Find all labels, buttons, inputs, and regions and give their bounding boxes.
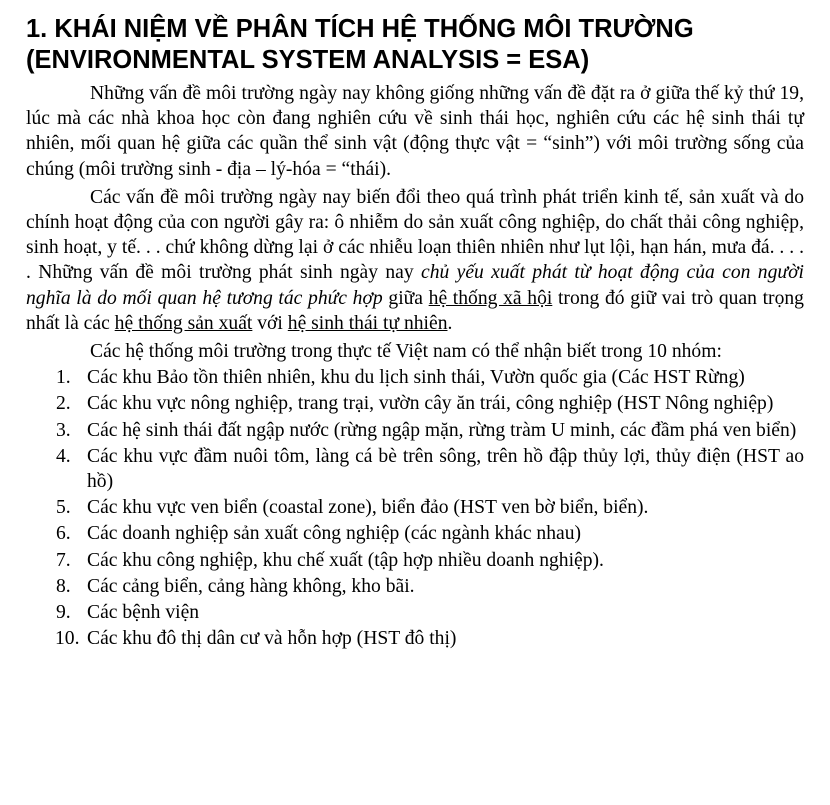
underlined-social-system: hệ thống xã hội — [428, 287, 553, 309]
paragraph-2-text-3: trong đó giữ vai trò quan trọng nhất là các — [26, 287, 804, 334]
paragraph-2-text-2: giữa — [382, 287, 429, 309]
list-item-number: 4. — [56, 445, 71, 467]
underlined-natural-ecosystem: hệ sinh thái tự nhiên — [287, 312, 448, 334]
list-item-number: 10. — [55, 628, 80, 650]
heading-line-2: (ENVIRONMENTAL SYSTEM ANALYSIS = ESA) — [26, 46, 590, 74]
list-item-number: 7. — [56, 549, 71, 571]
paragraph-2-italic: chủ yếu xuất phát từ hoạt động của con người nghĩa là do mối quan hệ tương tác phức hợp — [26, 262, 804, 309]
list-item-text: Các khu vực đầm nuôi tôm, làng cá bè trên sông, trên hồ đập thủy lợi, thủy điện (HST ao hồ) — [87, 445, 804, 493]
paragraph-2-text-5: . — [447, 312, 453, 334]
environment-groups-list — [26, 365, 804, 651]
list-item — [26, 626, 804, 651]
list-item-text: Các khu đô thị dân cư và hỗn hợp (HST đô thị) — [87, 628, 457, 650]
list-item-number: 9. — [56, 602, 71, 624]
list-item-number: 5. — [56, 497, 71, 519]
list-item — [26, 574, 804, 599]
list-item — [26, 365, 804, 390]
underlined-production-system: hệ thống sản xuất — [114, 312, 253, 334]
list-item-text: Các khu Bảo tồn thiên nhiên, khu du lịch sinh thái, Vườn quốc gia (Các HST Rừng) — [87, 367, 745, 389]
list-item-text: Các cảng biển, cảng hàng không, kho bãi. — [87, 575, 415, 597]
list-item — [26, 444, 804, 494]
section-heading — [26, 14, 804, 76]
paragraph-2-text-1: Các vấn đề môi trường ngày nay biến đổi theo quá trình phát triển kinh tế, sản xuất và do chính hoạt động của con người gây ra: ô nhiễm do sản xuất công nghiệp, do chất thải công nghiệp, sinh hoạt, y tế. . . chứ không dừng lại ở các nhiễu loạn thiên nhiên như lụt lội, hạn hán, mưa đá. . . . . Những vấn đề môi trường phát sinh ngày nay — [26, 186, 804, 284]
list-item-number: 3. — [56, 419, 71, 441]
document-page — [26, 14, 804, 652]
list-item-text: Các khu vực ven biển (coastal zone), biển đảo (HST ven bờ biển, biển). — [87, 497, 649, 519]
list-item — [26, 521, 804, 546]
list-item-text: Các bệnh viện — [87, 602, 200, 624]
list-item-number: 2. — [56, 393, 71, 415]
list-item — [26, 548, 804, 573]
paragraph-1: Những vấn đề môi trường ngày nay không giống những vấn đề đặt ra ở giữa thế kỷ thứ 19, lúc mà các nhà khoa học còn đang nghiên cứu về sinh thái học, nghiên cứu các hệ sinh thái tự nhiên, mối quan hệ giữa các quần thể sinh vật (động thực vật = “sinh”) với môi trường sống của chúng (môi trường sinh - địa – lý-hóa = “thái). — [26, 83, 804, 180]
paragraph-2 — [26, 185, 804, 336]
list-item — [26, 418, 804, 443]
list-item-text: Các doanh nghiệp sản xuất công nghiệp (các ngành khác nhau) — [87, 523, 582, 545]
list-item-text: Các khu công nghiệp, khu chế xuất (tập hợp nhiều doanh nghiệp). — [87, 549, 604, 571]
list-item — [26, 600, 804, 625]
list-item — [26, 391, 804, 416]
list-item-text: Các khu vực nông nghiệp, trang trại, vườn cây ăn trái, công nghiệp (HST Nông nghiệp) — [87, 393, 774, 415]
heading-line-1: 1. KHÁI NIỆM VỀ PHÂN TÍCH HỆ THỐNG MÔI TRƯỜNG — [26, 15, 694, 43]
paragraph-2-text-4: với — [252, 312, 288, 334]
list-item-number: 1. — [56, 367, 71, 389]
list-item-number: 8. — [56, 575, 71, 597]
paragraph-3: Các hệ thống môi trường trong thực tế Việt nam có thể nhận biết trong 10 nhóm: — [90, 341, 722, 363]
list-item — [26, 495, 804, 520]
list-item-text: Các hệ sinh thái đất ngập nước (rừng ngập mặn, rừng tràm U minh, các đầm phá ven biển) — [87, 419, 797, 441]
list-item-number: 6. — [56, 523, 71, 545]
